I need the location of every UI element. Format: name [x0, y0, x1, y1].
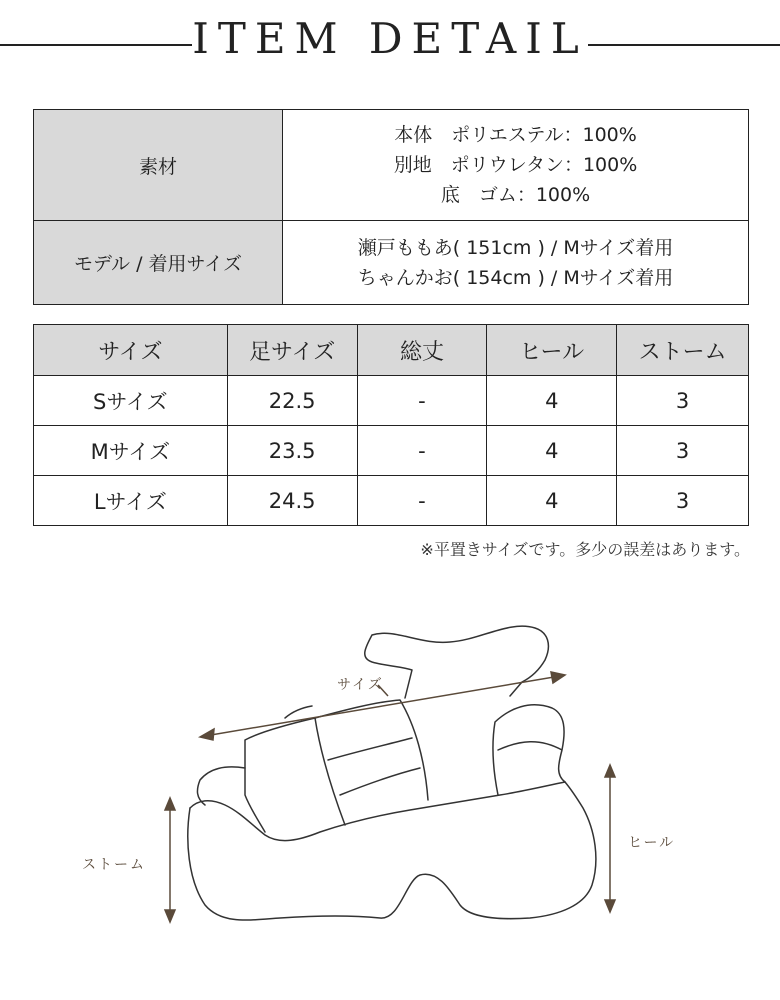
front-strap-left [245, 718, 345, 825]
size-table [33, 324, 749, 526]
footbed [197, 767, 265, 832]
column-header: 足サイズ [227, 325, 357, 376]
table-cell: 3 [617, 376, 749, 426]
storm-label: ストーム [82, 857, 146, 873]
table-cell: 24.5 [227, 476, 357, 526]
header-rule-right [588, 44, 780, 46]
heel-arrow-head-bottom [605, 900, 615, 912]
model-line: ちゃんかお( 154cm ) / Mサイズ着用 [357, 266, 674, 289]
storm-arrow-head-top [165, 798, 175, 810]
column-header: 総丈 [357, 325, 487, 376]
material-table [33, 109, 749, 305]
size-label: サイズ [337, 677, 384, 693]
size-table-header-row [34, 325, 749, 376]
model-label: モデル / 着用サイズ [34, 221, 283, 305]
table-cell: - [357, 476, 487, 526]
column-header: ストーム [617, 325, 749, 376]
column-header: サイズ [34, 325, 228, 376]
material-line: 底 ゴム：100% [440, 184, 591, 206]
heel-block [493, 705, 565, 795]
table-cell: 4 [487, 426, 617, 476]
table-cell: Mサイズ [34, 426, 228, 476]
material-line: 別地 ポリウレタン：100% [393, 154, 638, 176]
sandal-diagram [0, 600, 780, 1000]
table-row [34, 376, 749, 426]
strap-band [328, 738, 420, 795]
material-line: 本体 ポリエステル：100% [394, 124, 637, 146]
material-label: 素材 [34, 110, 283, 221]
size-arrow-head-right [551, 672, 565, 683]
page-title: ITEM DETAIL [192, 14, 588, 63]
section-header [0, 0, 780, 90]
header-rule-left [0, 44, 192, 46]
table-cell: - [357, 376, 487, 426]
toe-curve [285, 706, 312, 718]
table-cell: 23.5 [227, 426, 357, 476]
material-value [283, 110, 749, 221]
column-header: ヒール [487, 325, 617, 376]
table-row [34, 426, 749, 476]
back-strap [365, 626, 549, 698]
sole-rim [190, 782, 565, 841]
model-line: 瀬戸ももあ( 151cm ) / Mサイズ着用 [357, 236, 674, 259]
table-cell: Lサイズ [34, 476, 228, 526]
measurement-note: ※平置きサイズです。多少の誤差はあります。 [420, 540, 750, 559]
table-cell: 4 [487, 476, 617, 526]
heel-arrow-head-top [605, 765, 615, 777]
table-cell: 3 [617, 476, 749, 526]
heel-label: ヒール [628, 835, 676, 851]
table-cell: 22.5 [227, 376, 357, 426]
table-row [34, 476, 749, 526]
table-cell: - [357, 426, 487, 476]
size-arrow-head-left [200, 729, 214, 740]
table-cell: Sサイズ [34, 376, 228, 426]
model-value [283, 221, 749, 305]
table-cell: 3 [617, 426, 749, 476]
table-cell: 4 [487, 376, 617, 426]
storm-arrow-head-bottom [165, 910, 175, 922]
